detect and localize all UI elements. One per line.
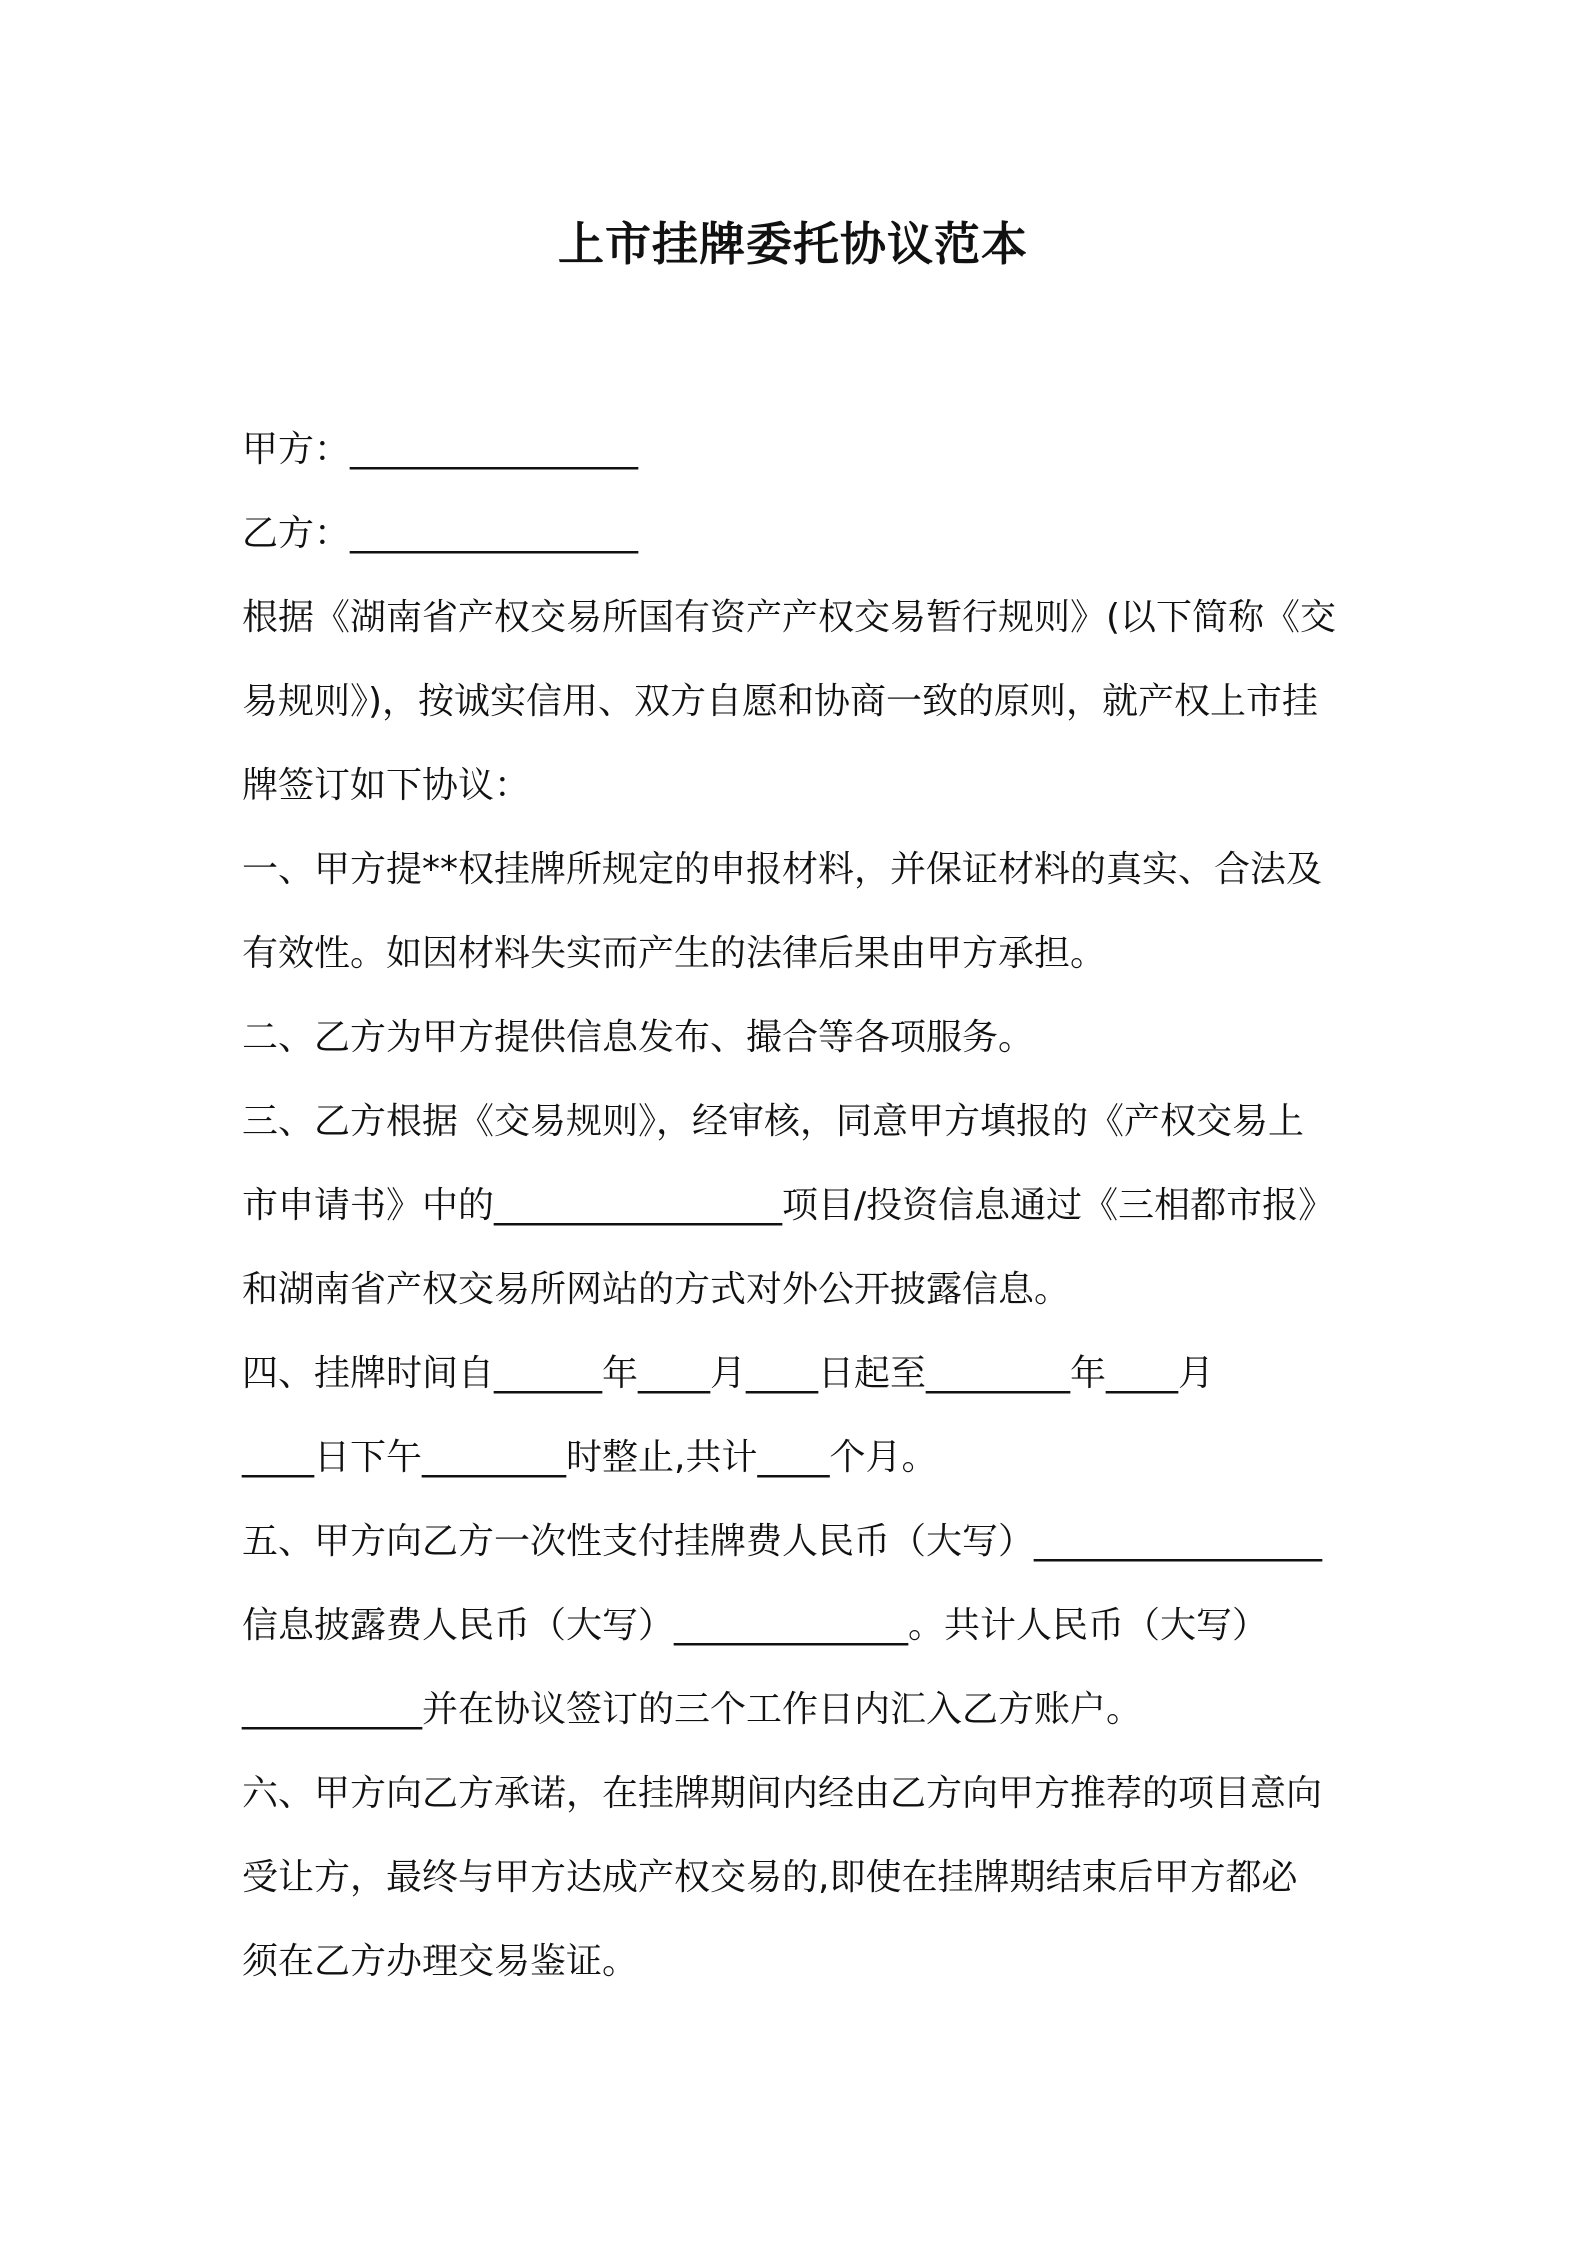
clause-6-line-1: 六、甲方向乙方承诺，在挂牌期间内经由乙方向甲方推荐的项目意向: [242, 1773, 1323, 1814]
clause-3-line-1: 三、乙方根据《交易规则》，经审核，同意甲方填报的《产权交易上: [242, 1101, 1305, 1142]
clause-4-line-1: 四、挂牌时间自______年____月____日起至________年____月: [242, 1353, 1215, 1394]
clause-5-line-1: 五、甲方向乙方一次性支付挂牌费人民币（大写）________________: [242, 1521, 1323, 1562]
clause-5-line-3: __________并在协议签订的三个工作日内汇入乙方账户。: [242, 1689, 1143, 1730]
clause-5-line-2: 信息披露费人民币（大写）_____________。共计人民币（大写）: [242, 1605, 1269, 1646]
document-title: 上市挂牌委托协议范本: [558, 217, 1028, 271]
preamble-line-2: 易规则》)，按诚实信用、双方自愿和协商一致的原则，就产权上市挂: [242, 681, 1319, 722]
clause-6-line-3: 须在乙方办理交易鉴证。: [242, 1941, 639, 1982]
clause-1-line-2: 有效性。如因材料失实而产生的法律后果由甲方承担。: [242, 933, 1107, 974]
clause-4-line-2: ____日下午________时整止,共计____个月。: [242, 1437, 938, 1478]
party-a-line: 甲方：________________: [242, 429, 639, 470]
clause-6-line-2: 受让方，最终与甲方达成产权交易的,即使在挂牌期结束后甲方都必: [242, 1857, 1298, 1898]
clause-1-line-1: 一、甲方提**权挂牌所规定的申报材料，并保证材料的真实、合法及: [242, 849, 1323, 890]
clause-2-line-1: 二、乙方为甲方提供信息发布、撮合等各项服务。: [242, 1017, 1035, 1058]
preamble-line-3: 牌签订如下协议：: [242, 765, 531, 806]
preamble-line-1: 根据《湖南省产权交易所国有资产产权交易暂行规则》(以下简称《交: [242, 597, 1337, 638]
clause-3-line-3: 和湖南省产权交易所网站的方式对外公开披露信息。: [242, 1269, 1071, 1310]
clause-3-line-2: 市申请书》中的________________项目/投资信息通过《三相都市报》: [242, 1185, 1335, 1226]
document-body: [242, 408, 1358, 2004]
party-b-line: 乙方：________________: [242, 513, 639, 554]
